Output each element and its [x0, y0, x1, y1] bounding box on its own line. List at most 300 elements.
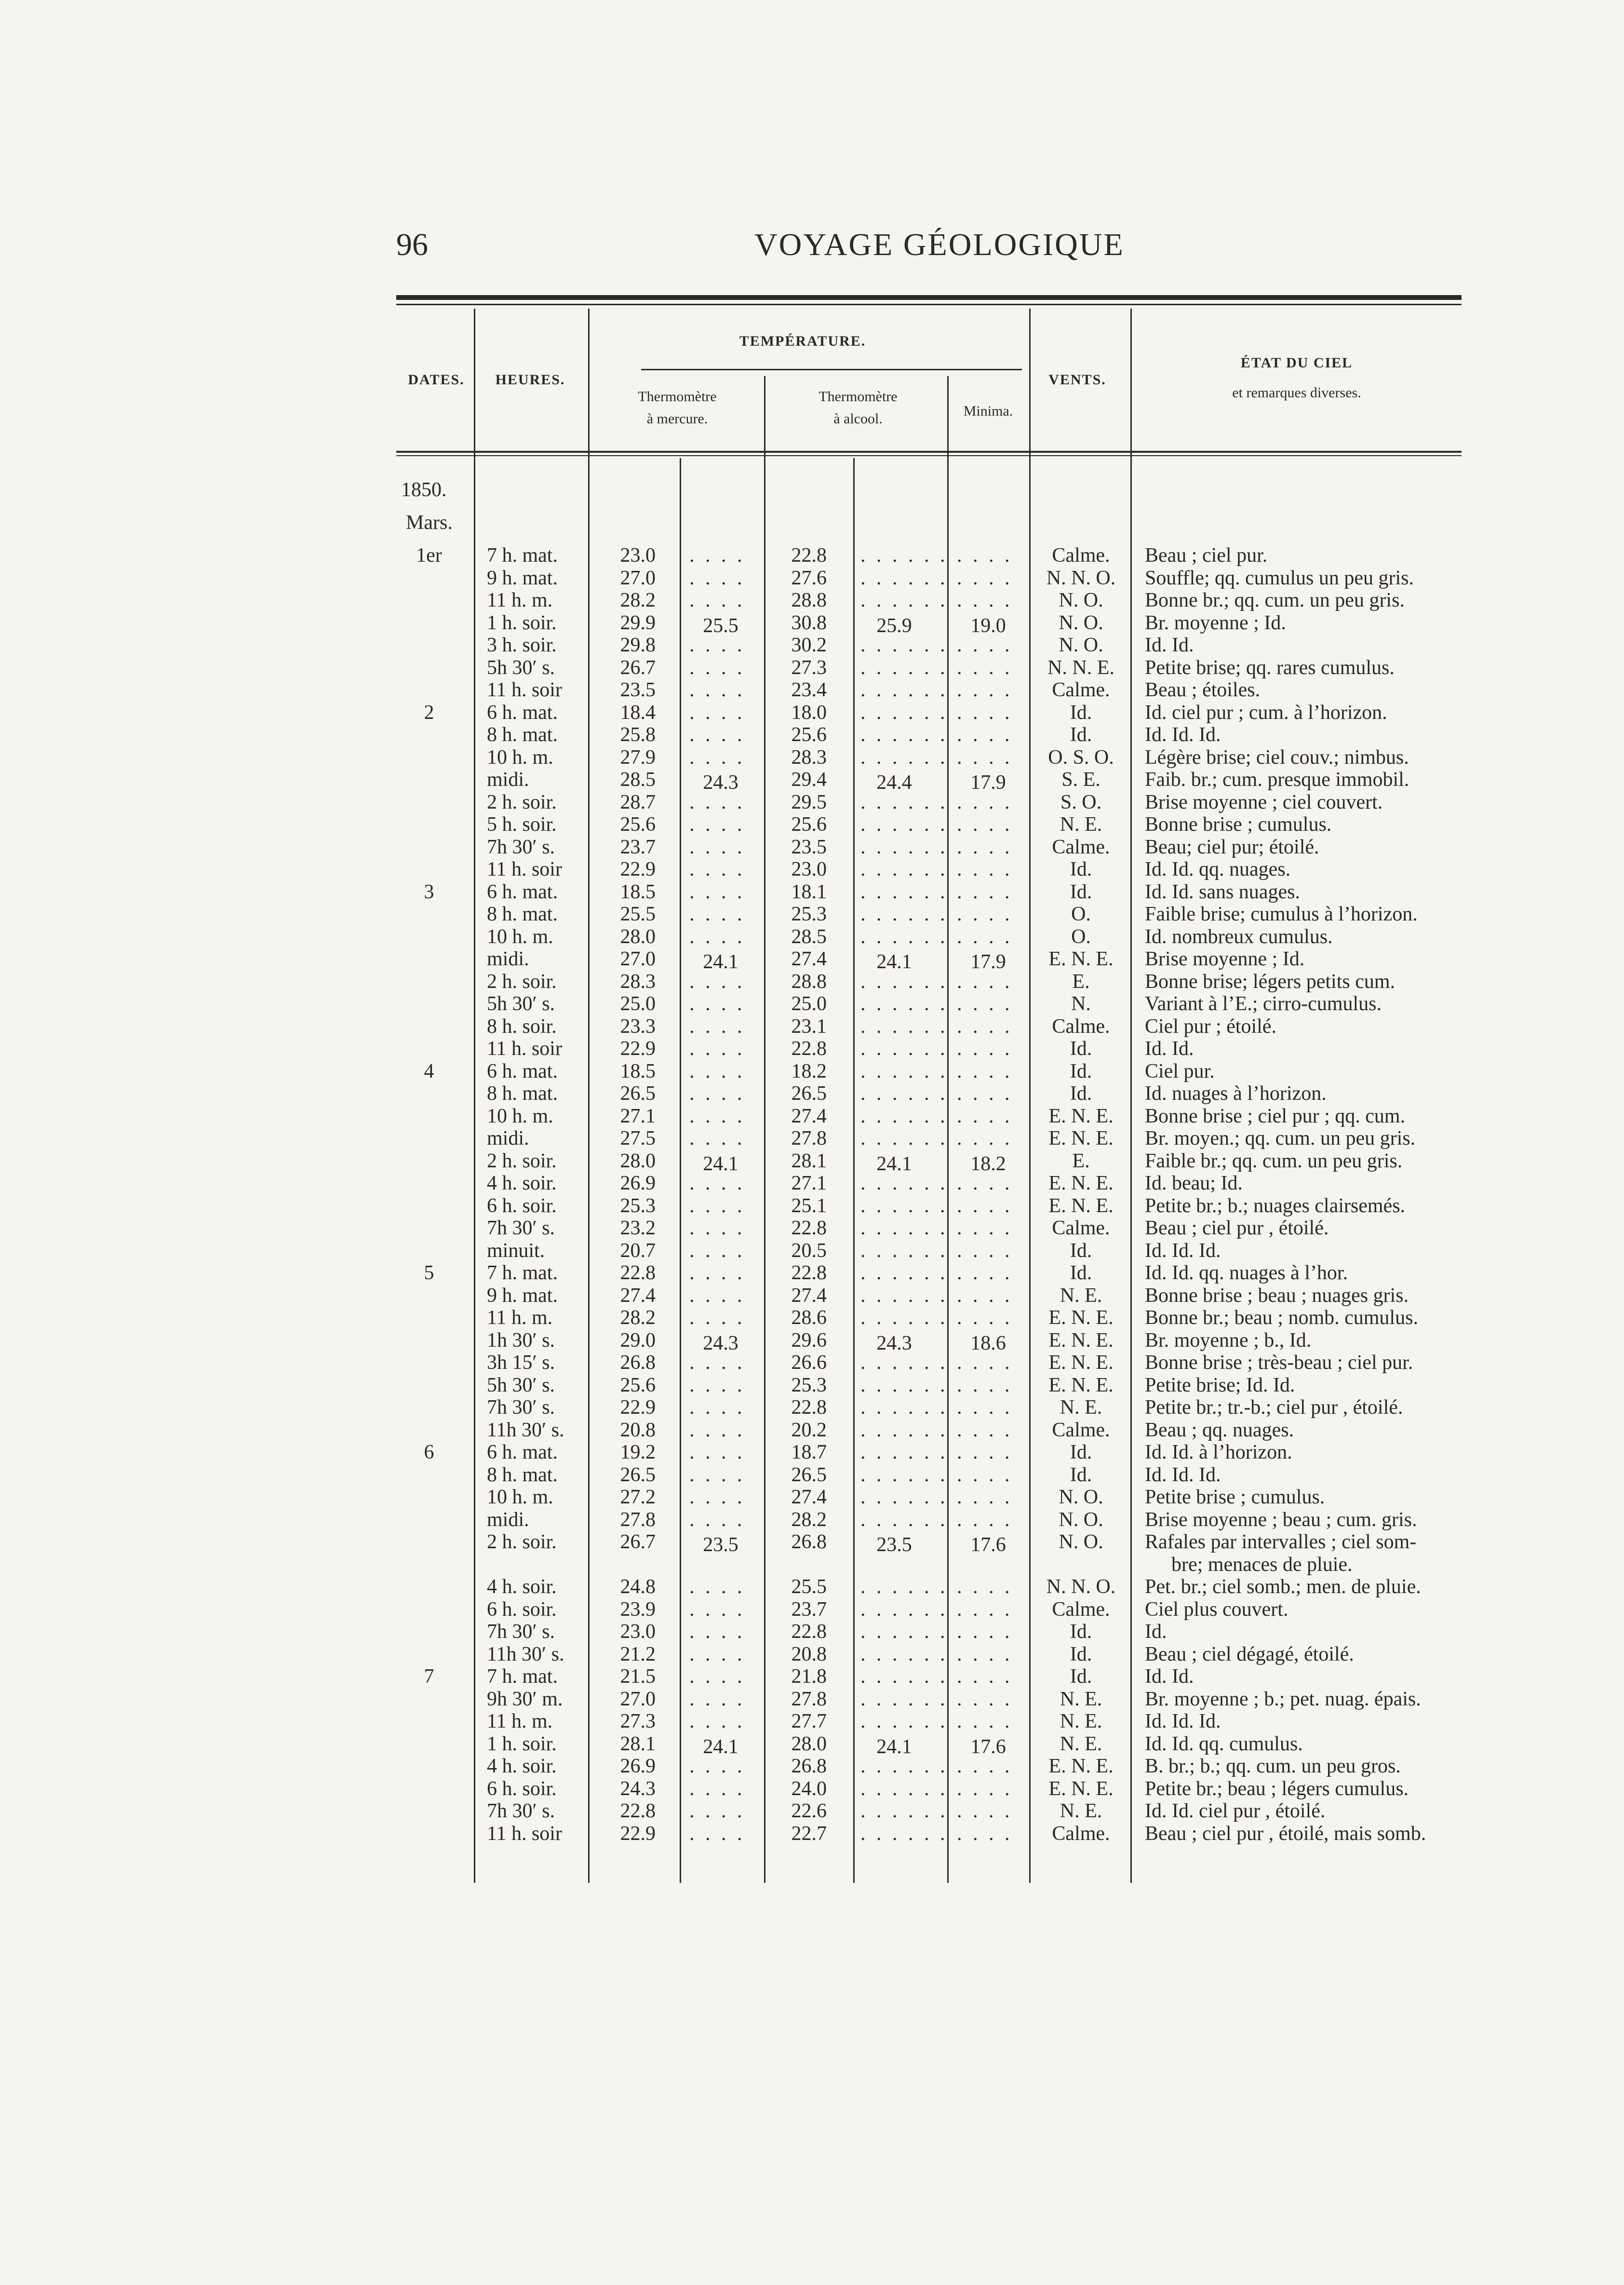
header-minima: Minima.	[963, 403, 1013, 419]
header-heures: HEURES.	[495, 372, 565, 388]
alcool-cell: 18.7	[791, 1441, 827, 1463]
mercure-dots: . . . .	[689, 1352, 745, 1374]
vents-cell: Calme.	[1052, 1419, 1110, 1441]
mercure-dots: . . . .	[689, 1598, 745, 1621]
mercure-cell: 25.6	[620, 1374, 656, 1396]
vents-cell: Id.	[1070, 1621, 1092, 1643]
etat-cell: Id. Id. à l’horizon.	[1145, 1441, 1292, 1463]
mercure-dots: . . . .	[689, 1105, 745, 1127]
heure-cell: 6 h. soir.	[487, 1778, 557, 1800]
vents-cell: N. O.	[1059, 1509, 1103, 1531]
etat-cell: Brise moyenne ; beau ; cum. gris.	[1145, 1509, 1417, 1531]
alcool-avg-cell: 24.1	[876, 1736, 912, 1758]
alcool-cell: 29.4	[791, 769, 827, 791]
etat-cell: Souffle; qq. cumulus un peu gris.	[1145, 567, 1414, 589]
etat-cell: Br. moyen.; qq. cum. un peu gris.	[1145, 1127, 1416, 1149]
mercure-cell: 27.0	[620, 567, 656, 589]
mercure-cell: 22.9	[620, 1823, 656, 1845]
alcool-avg-cell: 24.4	[876, 771, 912, 794]
vents-cell: Id.	[1070, 881, 1092, 903]
alcool-avg-cell: 24.3	[876, 1332, 912, 1354]
minima-dots: . . . .	[957, 567, 1013, 589]
mercure-cell: 28.3	[620, 971, 656, 993]
alcool-dots: . . . . . .	[860, 1105, 948, 1127]
minima-dots: . . . .	[957, 993, 1013, 1015]
etat-cell: Id. Id. Id.	[1145, 1464, 1221, 1486]
mercure-cell: 23.0	[620, 1621, 656, 1643]
mercure-cell: 26.7	[620, 657, 656, 679]
alcool-cell: 20.2	[791, 1419, 827, 1441]
minima-dots: . . . .	[957, 1172, 1013, 1194]
heure-cell: 8 h. mat.	[487, 1082, 558, 1105]
mercure-cell: 26.7	[620, 1531, 656, 1553]
heure-cell: 7h 30′ s.	[487, 1396, 555, 1419]
heure-cell: 11 h. soir	[487, 1038, 562, 1060]
etat-cell: Petite br.; b.; nuages clairsemés.	[1145, 1195, 1406, 1217]
vents-cell: Id.	[1070, 1262, 1092, 1284]
mercure-dots: . . . .	[689, 1284, 745, 1307]
mercure-dots: . . . .	[689, 1396, 745, 1419]
heure-cell: 7h 30′ s.	[487, 1800, 555, 1822]
mercure-cell: 27.5	[620, 1127, 656, 1149]
etat-cell-cont: bre; menaces de pluie.	[1171, 1554, 1353, 1576]
etat-cell: Beau ; ciel pur , étoilé, mais somb.	[1145, 1823, 1426, 1845]
alcool-cell: 22.8	[791, 1217, 827, 1239]
mercure-dots: . . . .	[689, 1127, 745, 1149]
minima-dots: . . . .	[957, 1217, 1013, 1239]
mercure-cell: 22.9	[620, 1038, 656, 1060]
alcool-cell: 23.5	[791, 836, 827, 858]
etat-cell: Id.	[1145, 1621, 1167, 1643]
mercure-cell: 28.0	[620, 1150, 656, 1172]
minima-dots: . . . .	[957, 1800, 1013, 1822]
alcool-dots: . . . . . .	[860, 791, 948, 813]
etat-cell: Bonne brise ; beau ; nuages gris.	[1145, 1284, 1409, 1307]
heure-cell: 5 h. soir.	[487, 813, 557, 836]
etat-cell: Faible brise; cumulus à l’horizon.	[1145, 903, 1418, 925]
etat-cell: Id. nuages à l’horizon.	[1145, 1082, 1327, 1105]
alcool-dots: . . . . . .	[860, 1217, 948, 1239]
heure-cell: 11h 30′ s.	[487, 1643, 564, 1665]
alcool-dots: . . . . . .	[860, 971, 948, 993]
mercure-dots: . . . .	[689, 993, 745, 1015]
etat-cell: Brise moyenne ; Id.	[1145, 948, 1305, 970]
mercure-cell: 21.2	[620, 1643, 656, 1665]
etat-cell: Légère brise; ciel couv.; nimbus.	[1145, 746, 1409, 769]
alcool-cell: 27.1	[791, 1172, 827, 1194]
alcool-cell: 20.8	[791, 1643, 827, 1665]
alcool-cell: 22.7	[791, 1823, 827, 1845]
mercure-cell: 26.5	[620, 1464, 656, 1486]
alcool-dots: . . . . . .	[860, 1240, 948, 1262]
alcool-cell: 18.0	[791, 702, 827, 724]
heure-cell: 7h 30′ s.	[487, 1217, 555, 1239]
alcool-dots: . . . . . .	[860, 1621, 948, 1643]
mercure-dots: . . . .	[689, 1778, 745, 1800]
etat-cell: Beau ; ciel pur.	[1145, 544, 1268, 567]
heure-cell: 6 h. soir.	[487, 1598, 557, 1621]
mercure-dots: . . . .	[689, 836, 745, 858]
mercure-dots: . . . .	[689, 1800, 745, 1822]
mercure-cell: 25.5	[620, 903, 656, 925]
vents-cell: S. E.	[1061, 769, 1101, 791]
etat-cell: Id. beau; Id.	[1145, 1172, 1243, 1194]
minima-dots: . . . .	[957, 1665, 1013, 1688]
alcool-dots: . . . . . .	[860, 1509, 948, 1531]
heure-cell: 2 h. soir.	[487, 1531, 557, 1553]
alcool-cell: 29.5	[791, 791, 827, 813]
heure-cell: 10 h. m.	[487, 1105, 553, 1127]
mercure-dots: . . . .	[689, 1307, 745, 1329]
vents-cell: N. E.	[1060, 1800, 1102, 1822]
vents-cell: N. O.	[1059, 589, 1103, 611]
vents-cell: N. O.	[1059, 612, 1103, 634]
mercure-cell: 26.9	[620, 1172, 656, 1194]
vents-cell: N. E.	[1060, 1396, 1102, 1419]
vents-cell: N. E.	[1060, 1733, 1102, 1755]
heure-cell: 1 h. soir.	[487, 612, 557, 634]
alcool-cell: 21.8	[791, 1665, 827, 1688]
vents-cell: E.	[1072, 971, 1090, 993]
etat-cell: Id. Id. qq. nuages.	[1145, 858, 1291, 880]
thermo-mercure-line1: Thermomètre	[638, 389, 717, 405]
mercure-cell: 24.8	[620, 1576, 656, 1598]
heure-cell: 8 h. mat.	[487, 903, 558, 925]
mercure-avg-cell: 24.1	[703, 951, 738, 973]
minima-dots: . . . .	[957, 1307, 1013, 1329]
etat-cell: Pet. br.; ciel somb.; men. de pluie.	[1145, 1576, 1421, 1598]
mercure-cell: 18.5	[620, 1060, 656, 1082]
alcool-dots: . . . . . .	[860, 634, 948, 656]
alcool-dots: . . . . . .	[860, 836, 948, 858]
heure-cell: 7 h. mat.	[487, 1665, 558, 1688]
alcool-cell: 27.4	[791, 1105, 827, 1127]
mercure-avg-cell: 25.5	[703, 615, 738, 637]
mercure-cell: 28.5	[620, 769, 656, 791]
mercure-cell: 26.8	[620, 1352, 656, 1374]
vents-cell: Calme.	[1052, 836, 1110, 858]
alcool-cell: 25.0	[791, 993, 827, 1015]
alcool-cell: 23.0	[791, 858, 827, 880]
alcool-dots: . . . . . .	[860, 1082, 948, 1105]
header-temperature: TEMPÉRATURE.	[739, 333, 866, 349]
alcool-cell: 25.5	[791, 1576, 827, 1598]
minima-dots: . . . .	[957, 1643, 1013, 1665]
alcool-cell: 25.6	[791, 813, 827, 836]
date-cell: 4	[424, 1060, 434, 1082]
mercure-avg-cell: 23.5	[703, 1534, 738, 1556]
alcool-cell: 22.8	[791, 544, 827, 567]
mercure-cell: 28.7	[620, 791, 656, 813]
etat-cell: Id. Id. Id.	[1145, 724, 1221, 746]
mercure-dots: . . . .	[689, 1665, 745, 1688]
etat-cell: Br. moyenne ; b.; pet. nuag. épais.	[1145, 1688, 1421, 1710]
heure-cell: 10 h. m.	[487, 1486, 553, 1508]
mercure-dots: . . . .	[689, 1240, 745, 1262]
mercure-dots: . . . .	[689, 1082, 745, 1105]
alcool-dots: . . . . . .	[860, 1127, 948, 1149]
minima-dots: . . . .	[957, 1262, 1013, 1284]
alcool-cell: 28.5	[791, 926, 827, 948]
date-cell: 2	[424, 702, 434, 724]
alcool-cell: 30.2	[791, 634, 827, 656]
minima-dots: . . . .	[957, 1710, 1013, 1732]
etat-cell: Petite brise; Id. Id.	[1145, 1374, 1295, 1396]
mercure-dots: . . . .	[689, 1486, 745, 1508]
minima-dots: . . . .	[957, 1509, 1013, 1531]
alcool-cell: 27.3	[791, 657, 827, 679]
vents-cell: N. E.	[1060, 1284, 1102, 1307]
etat-cell: Id. Id. sans nuages.	[1145, 881, 1300, 903]
minima-dots: . . . .	[957, 971, 1013, 993]
heure-cell: 7h 30′ s.	[487, 1621, 555, 1643]
etat-cell: Id. Id. ciel pur , étoilé.	[1145, 1800, 1326, 1822]
etat-cell: Petite brise ; cumulus.	[1145, 1486, 1325, 1508]
mercure-dots: . . . .	[689, 1374, 745, 1396]
alcool-cell: 26.8	[791, 1755, 827, 1777]
vents-cell: Id.	[1070, 1643, 1092, 1665]
alcool-cell: 28.1	[791, 1150, 827, 1172]
mercure-dots: . . . .	[689, 544, 745, 567]
heure-cell: 4 h. soir.	[487, 1172, 557, 1194]
minima-dots: . . . .	[957, 657, 1013, 679]
etat-line1: ÉTAT DU CIEL	[1240, 355, 1353, 371]
minima-cell: 17.9	[970, 951, 1006, 973]
mercure-dots: . . . .	[689, 1038, 745, 1060]
mercure-dots: . . . .	[689, 1509, 745, 1531]
minima-dots: . . . .	[957, 1396, 1013, 1419]
alcool-dots: . . . . . .	[860, 1038, 948, 1060]
etat-cell: Bonne brise ; cumulus.	[1145, 813, 1332, 836]
alcool-cell: 25.3	[791, 903, 827, 925]
alcool-dots: . . . . . .	[860, 1464, 948, 1486]
alcool-dots: . . . . . .	[860, 589, 948, 611]
minima-dots: . . . .	[957, 702, 1013, 724]
vents-cell: Calme.	[1052, 1823, 1110, 1845]
vents-cell: O. S. O.	[1048, 746, 1114, 769]
etat-cell: Ciel plus couvert.	[1145, 1598, 1288, 1621]
vents-cell: N. O.	[1059, 634, 1103, 656]
alcool-cell: 28.6	[791, 1307, 827, 1329]
mercure-dots: . . . .	[689, 1015, 745, 1038]
header-vents: VENTS.	[1048, 372, 1106, 388]
minima-dots: . . . .	[957, 679, 1013, 701]
alcool-dots: . . . . . .	[860, 1307, 948, 1329]
mercure-dots: . . . .	[689, 679, 745, 701]
mercure-cell: 23.2	[620, 1217, 656, 1239]
alcool-dots: . . . . . .	[860, 993, 948, 1015]
mercure-dots: . . . .	[689, 1688, 745, 1710]
heure-cell: 11h 30′ s.	[487, 1419, 564, 1441]
heure-cell: 5h 30′ s.	[487, 657, 555, 679]
heure-cell: 9h 30′ m.	[487, 1688, 563, 1710]
vents-cell: Calme.	[1052, 1015, 1110, 1038]
minima-dots: . . . .	[957, 544, 1013, 567]
mercure-dots: . . . .	[689, 881, 745, 903]
vents-cell: Calme.	[1052, 544, 1110, 567]
etat-cell: Bonne brise ; ciel pur ; qq. cum.	[1145, 1105, 1406, 1127]
alcool-dots: . . . . . .	[860, 1823, 948, 1845]
alcool-cell: 28.0	[791, 1733, 827, 1755]
mercure-dots: . . . .	[689, 1710, 745, 1732]
alcool-cell: 22.6	[791, 1800, 827, 1822]
thermo-mercure-line2: à mercure.	[646, 411, 708, 427]
alcool-avg-cell: 23.5	[876, 1534, 912, 1556]
alcool-cell: 22.8	[791, 1621, 827, 1643]
minima-dots: . . . .	[957, 881, 1013, 903]
alcool-dots: . . . . . .	[860, 1576, 948, 1598]
mercure-cell: 23.5	[620, 679, 656, 701]
vents-cell: N. E.	[1060, 1710, 1102, 1732]
etat-cell: Br. moyenne ; Id.	[1145, 612, 1286, 634]
minima-dots: . . . .	[957, 1419, 1013, 1441]
heure-cell: midi.	[487, 1509, 529, 1531]
mercure-cell: 25.6	[620, 813, 656, 836]
etat-cell: Id. Id. qq. cumulus.	[1145, 1733, 1303, 1755]
heure-cell: 5h 30′ s.	[487, 1374, 555, 1396]
mercure-cell: 23.9	[620, 1598, 656, 1621]
alcool-dots: . . . . . .	[860, 1688, 948, 1710]
minima-dots: . . . .	[957, 1688, 1013, 1710]
minima-dots: . . . .	[957, 589, 1013, 611]
alcool-cell: 22.8	[791, 1038, 827, 1060]
month-label: Mars.	[406, 512, 453, 534]
alcool-cell: 28.8	[791, 971, 827, 993]
etat-cell: Id. Id.	[1145, 1665, 1194, 1688]
minima-dots: . . . .	[957, 1082, 1013, 1105]
date-cell: 3	[424, 881, 434, 903]
mercure-avg-cell: 24.3	[703, 1332, 738, 1354]
mercure-dots: . . . .	[689, 858, 745, 880]
etat-cell: Id. ciel pur ; cum. à l’horizon.	[1145, 702, 1387, 724]
heure-cell: 11 h. m.	[487, 589, 553, 611]
mercure-cell: 22.9	[620, 1396, 656, 1419]
mercure-cell: 25.8	[620, 724, 656, 746]
etat-cell: Id. Id.	[1145, 1038, 1194, 1060]
alcool-cell: 27.7	[791, 1710, 827, 1732]
mercure-cell: 28.0	[620, 926, 656, 948]
mercure-cell: 23.3	[620, 1015, 656, 1038]
mercure-dots: . . . .	[689, 1643, 745, 1665]
vents-cell: Id.	[1070, 1441, 1092, 1463]
mercure-cell: 18.5	[620, 881, 656, 903]
vents-cell: N. O.	[1059, 1486, 1103, 1508]
mercure-dots: . . . .	[689, 746, 745, 769]
mercure-cell: 23.7	[620, 836, 656, 858]
mercure-dots: . . . .	[689, 813, 745, 836]
heure-cell: midi.	[487, 948, 529, 970]
header-dates: DATES.	[408, 372, 465, 388]
vents-cell: E. N. E.	[1048, 948, 1114, 970]
alcool-cell: 27.8	[791, 1688, 827, 1710]
minima-dots: . . . .	[957, 1284, 1013, 1307]
mercure-cell: 23.0	[620, 544, 656, 567]
alcool-cell: 23.7	[791, 1598, 827, 1621]
vents-cell: E. N. E.	[1048, 1778, 1114, 1800]
vents-cell: N. N. E.	[1047, 657, 1114, 679]
vents-cell: O.	[1071, 926, 1091, 948]
mercure-dots: . . . .	[689, 724, 745, 746]
etat-cell: Bonne br.; beau ; nomb. cumulus.	[1145, 1307, 1418, 1329]
etat-cell: Beau ; qq. nuages.	[1145, 1419, 1294, 1441]
mercure-dots: . . . .	[689, 926, 745, 948]
mercure-cell: 28.2	[620, 1307, 656, 1329]
heure-cell: 2 h. soir.	[487, 1150, 557, 1172]
alcool-dots: . . . . . .	[860, 1172, 948, 1194]
heure-cell: 8 h. mat.	[487, 1464, 558, 1486]
vents-cell: E. N. E.	[1048, 1755, 1114, 1777]
mercure-cell: 19.2	[620, 1441, 656, 1463]
alcool-dots: . . . . . .	[860, 1396, 948, 1419]
mercure-cell: 28.2	[620, 589, 656, 611]
heure-cell: 7h 30′ s.	[487, 836, 555, 858]
mercure-avg-cell: 24.3	[703, 771, 738, 794]
alcool-dots: . . . . . .	[860, 657, 948, 679]
heure-cell: 2 h. soir.	[487, 971, 557, 993]
minima-cell: 17.9	[970, 771, 1006, 794]
heure-cell: 6 h. soir.	[487, 1195, 557, 1217]
alcool-dots: . . . . . .	[860, 1800, 948, 1822]
year-label: 1850.	[401, 479, 447, 501]
vents-cell: Calme.	[1052, 1598, 1110, 1621]
alcool-dots: . . . . . .	[860, 903, 948, 925]
alcool-avg-cell: 24.1	[876, 1153, 912, 1175]
mercure-dots: . . . .	[689, 1441, 745, 1463]
vents-cell: E. N. E.	[1048, 1329, 1114, 1352]
mercure-cell: 27.3	[620, 1710, 656, 1732]
alcool-dots: . . . . . .	[860, 702, 948, 724]
alcool-dots: . . . . . .	[860, 1598, 948, 1621]
mercure-cell: 20.7	[620, 1240, 656, 1262]
alcool-dots: . . . . . .	[860, 1374, 948, 1396]
minima-dots: . . . .	[957, 1778, 1013, 1800]
mercure-cell: 22.8	[620, 1262, 656, 1284]
alcool-dots: . . . . . .	[860, 1441, 948, 1463]
alcool-cell: 26.5	[791, 1082, 827, 1105]
minima-dots: . . . .	[957, 1352, 1013, 1374]
heure-cell: 7 h. mat.	[487, 544, 558, 567]
mercure-cell: 28.1	[620, 1733, 656, 1755]
mercure-dots: . . . .	[689, 971, 745, 993]
minima-dots: . . . .	[957, 858, 1013, 880]
etat-cell: B. br.; b.; qq. cum. un peu gros.	[1145, 1755, 1401, 1777]
alcool-cell: 27.4	[791, 1284, 827, 1307]
etat-cell: Faible br.; qq. cum. un peu gris.	[1145, 1150, 1403, 1172]
minima-dots: . . . .	[957, 1441, 1013, 1463]
alcool-dots: . . . . . .	[860, 1778, 948, 1800]
vents-cell: Id.	[1070, 1464, 1092, 1486]
etat-cell: Beau; ciel pur; étoilé.	[1145, 836, 1319, 858]
mercure-dots: . . . .	[689, 634, 745, 656]
etat-cell: Beau ; étoiles.	[1145, 679, 1261, 701]
alcool-dots: . . . . . .	[860, 1262, 948, 1284]
vents-cell: N. N. O.	[1046, 567, 1116, 589]
etat-cell: Id. Id. Id.	[1145, 1240, 1221, 1262]
alcool-cell: 28.2	[791, 1509, 827, 1531]
mercure-cell: 27.1	[620, 1105, 656, 1127]
heure-cell: 8 h. soir.	[487, 1015, 557, 1038]
mercure-dots: . . . .	[689, 589, 745, 611]
etat-cell: Bonne br.; qq. cum. un peu gris.	[1145, 589, 1405, 611]
mercure-cell: 27.8	[620, 1509, 656, 1531]
alcool-dots: . . . . . .	[860, 813, 948, 836]
vents-cell: Id.	[1070, 858, 1092, 880]
thermo-alcool-line2: à alcool.	[833, 411, 883, 427]
alcool-dots: . . . . . .	[860, 1486, 948, 1508]
alcool-dots: . . . . . .	[860, 1755, 948, 1777]
alcool-dots: . . . . . .	[860, 858, 948, 880]
mercure-dots: . . . .	[689, 791, 745, 813]
